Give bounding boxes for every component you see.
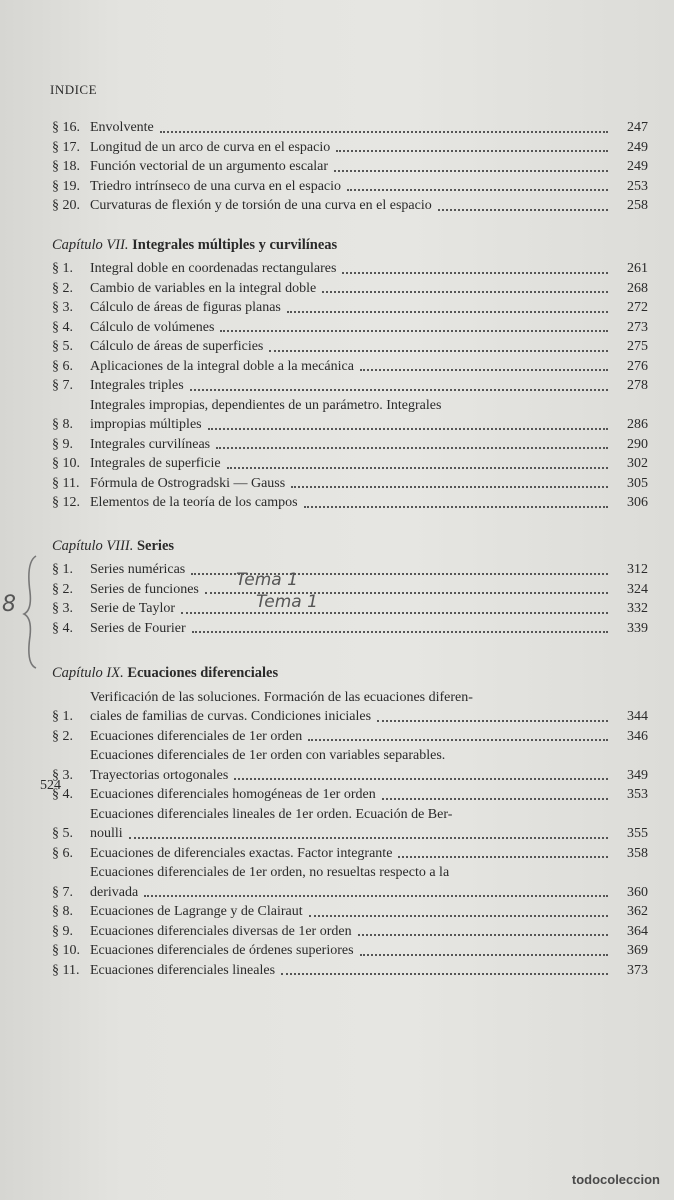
- chapter-9-heading: [52, 664, 648, 684]
- entry-body: [90, 118, 614, 138]
- entry-title-line: noulli: [90, 826, 123, 841]
- entry-body: [90, 279, 614, 299]
- entry-body: [90, 177, 614, 197]
- handwritten-margin-mark: 8: [2, 592, 16, 617]
- dot-leader: [322, 291, 608, 293]
- page-ref: 290: [627, 436, 648, 452]
- entry-body: [90, 805, 614, 844]
- entry-title: Ecuaciones diferenciales lineales: [90, 962, 276, 978]
- entry-title-line: Trayectorias ortogonales: [90, 767, 229, 783]
- section-number: § 17.: [52, 139, 80, 155]
- entry-body: [90, 746, 614, 785]
- dot-leader: [438, 209, 608, 211]
- section-number: § 9.: [52, 436, 73, 452]
- toc-entry: [52, 357, 648, 377]
- entry-title: Función vectorial de un argumento escalar: [90, 159, 329, 174]
- section-number: § 2.: [52, 581, 73, 597]
- page-ref: 247: [627, 120, 648, 135]
- entry-body: [90, 318, 614, 338]
- entry-continuation: [90, 766, 614, 786]
- dot-leader: [342, 272, 608, 274]
- dot-leader: [234, 778, 608, 780]
- entries-chapter-9: [52, 688, 648, 981]
- entry-title: Envolvente: [90, 120, 154, 135]
- dot-leader: [192, 631, 608, 633]
- section-number: § 4.: [52, 787, 73, 802]
- toc-entry: [52, 844, 648, 864]
- section-number: § 4.: [52, 620, 73, 636]
- entry-title: Curvaturas de flexión y de torsión de una curva en el espacio: [90, 198, 432, 213]
- page-ref: 344: [627, 709, 648, 724]
- section-number: § 11.: [52, 475, 80, 491]
- dot-leader: [334, 170, 608, 172]
- entry-body: [90, 157, 614, 177]
- dot-leader: [308, 739, 608, 741]
- page-ref: 364: [627, 923, 648, 939]
- toc-entry: [52, 118, 648, 138]
- dot-leader: [377, 720, 608, 722]
- entry-body: [90, 688, 614, 727]
- page-ref: 369: [627, 943, 648, 958]
- table-of-contents: [52, 118, 648, 980]
- dot-leader: [287, 311, 608, 313]
- dot-leader: [281, 973, 608, 975]
- entry-body: [90, 560, 614, 580]
- page-ref: 273: [627, 319, 648, 335]
- section-number: § 1.: [52, 261, 73, 276]
- entries-chapter-7: [52, 259, 648, 513]
- dot-leader: [347, 189, 608, 191]
- toc-entry: [52, 396, 648, 435]
- toc-entry: [52, 196, 648, 216]
- toc-entry: [52, 337, 648, 357]
- entry-title: Integrales curvilíneas: [90, 436, 211, 452]
- chapter-8-label: Capítulo VIII.: [52, 537, 134, 554]
- page-ref: 302: [627, 456, 648, 471]
- page-ref: 324: [627, 581, 648, 597]
- page-ref: 276: [627, 358, 648, 374]
- toc-entry: [52, 376, 648, 396]
- entry-body: [90, 619, 614, 639]
- section-number: § 8.: [52, 904, 73, 919]
- section-number: § 1.: [52, 709, 73, 724]
- dot-leader: [304, 506, 608, 508]
- page-ref: 278: [627, 378, 648, 393]
- page-ref: 349: [627, 767, 648, 783]
- chapter-8-heading: [52, 537, 648, 557]
- page-ref: 339: [627, 620, 648, 636]
- entry-title: Ecuaciones de Lagrange y de Clairaut: [90, 904, 303, 919]
- section-number: § 20.: [52, 198, 80, 213]
- section-number: § 10.: [52, 456, 80, 471]
- entry-title: Ecuaciones diferenciales de 1er orden: [90, 728, 303, 744]
- section-number: § 5.: [52, 826, 73, 841]
- toc-entry: [52, 902, 648, 922]
- page-ref: 332: [627, 601, 648, 616]
- dot-leader: [360, 369, 608, 371]
- toc-entry: [52, 785, 648, 805]
- page-ref: 258: [627, 198, 648, 213]
- page-ref: 286: [627, 417, 648, 432]
- dot-leader: [208, 428, 608, 430]
- toc-entry: [52, 580, 648, 600]
- section-number: § 6.: [52, 358, 73, 374]
- page-ref: 353: [627, 787, 648, 802]
- toc-entry: [52, 454, 648, 474]
- dot-leader: [190, 389, 608, 391]
- section-number: § 1.: [52, 562, 73, 577]
- page-ref: 358: [627, 845, 648, 861]
- entry-body: [90, 961, 614, 981]
- entry-continuation: [90, 707, 614, 727]
- toc-entry: [52, 493, 648, 513]
- entry-continuation: [90, 883, 614, 903]
- toc-entry: [52, 279, 648, 299]
- entry-body: [90, 337, 614, 357]
- entries-chapter-6-end: [52, 118, 648, 216]
- chapter-7-title: Integrales múltiples y curvilíneas: [132, 236, 338, 253]
- entry-title: Series numéricas: [90, 562, 186, 577]
- chapter-8-title: Series: [136, 537, 175, 554]
- page-ref: 362: [627, 904, 648, 919]
- entry-title: Ecuaciones diferenciales diversas de 1er orden: [90, 923, 352, 939]
- page-ref: 346: [627, 728, 648, 744]
- entry-body: [90, 435, 614, 455]
- toc-entry: [52, 727, 648, 747]
- page-ref: 272: [627, 300, 648, 315]
- entry-title: Serie de Taylor: [90, 601, 176, 616]
- entry-title: Aplicaciones de la integral doble a la mecánica: [90, 358, 354, 374]
- section-number: § 16.: [52, 120, 80, 135]
- entry-title: Cálculo de áreas de superficies: [90, 339, 264, 354]
- entry-title-line: Ecuaciones diferenciales de 1er orden, no resueltas respecto a la: [90, 865, 450, 880]
- section-number: § 18.: [52, 159, 80, 174]
- entry-body: [90, 922, 614, 942]
- page-ref: 249: [627, 139, 648, 155]
- entry-body: [90, 259, 614, 279]
- entry-body: [90, 844, 614, 864]
- dot-leader: [181, 612, 608, 614]
- entry-body: [90, 396, 614, 435]
- toc-entry: [52, 922, 648, 942]
- entry-body: [90, 863, 614, 902]
- page-ref: 360: [627, 884, 648, 900]
- dot-leader: [358, 934, 608, 936]
- entry-title: Ecuaciones diferenciales de órdenes superiores: [90, 943, 354, 958]
- entry-body: [90, 785, 614, 805]
- entry-continuation: [90, 415, 614, 435]
- page-ref: 305: [627, 475, 648, 491]
- page-ref: 355: [627, 826, 648, 841]
- dot-leader: [144, 895, 608, 897]
- chapter-7-label: Capítulo VII.: [52, 236, 129, 253]
- handwritten-note-1: Tema 1: [236, 570, 298, 590]
- dot-leader: [382, 798, 608, 800]
- entry-body: [90, 376, 614, 396]
- entry-continuation: [90, 824, 614, 844]
- dot-leader: [220, 330, 608, 332]
- entry-title-line: Ecuaciones diferenciales de 1er orden con variables separables.: [90, 748, 446, 763]
- page-ref: 268: [627, 280, 648, 296]
- section-number: § 3.: [52, 300, 73, 315]
- page-number: 524: [40, 778, 61, 793]
- handwritten-bracket: [20, 552, 42, 672]
- section-number: § 5.: [52, 339, 73, 354]
- toc-entry: [52, 157, 648, 177]
- toc-entry: [52, 259, 648, 279]
- chapter-7-heading: [52, 236, 648, 256]
- section-number: § 2.: [52, 728, 73, 744]
- toc-entry: [52, 599, 648, 619]
- entry-title: Series de funciones: [90, 581, 199, 597]
- section-number: § 12.: [52, 495, 80, 510]
- toc-entry: [52, 318, 648, 338]
- entry-body: [90, 196, 614, 216]
- section-number: § 10.: [52, 943, 80, 958]
- entry-body: [90, 493, 614, 513]
- page-ref: 275: [627, 339, 648, 354]
- entry-body: [90, 941, 614, 961]
- entry-title-line: ciales de familias de curvas. Condiciones iniciales: [90, 709, 372, 724]
- toc-entry: [52, 298, 648, 318]
- handwritten-note-2: Tema 1: [256, 592, 318, 612]
- toc-entry: [52, 746, 648, 785]
- toc-entry: [52, 177, 648, 197]
- toc-entry: [52, 435, 648, 455]
- entry-body: [90, 138, 614, 158]
- section-number: § 3.: [52, 601, 73, 616]
- toc-entry: [52, 138, 648, 158]
- entry-title: Cálculo de volúmenes: [90, 319, 215, 335]
- page-ref: 306: [627, 495, 648, 510]
- section-number: § 6.: [52, 845, 73, 861]
- entry-title-line: derivada: [90, 884, 139, 900]
- entry-title: Cambio de variables en la integral doble: [90, 280, 317, 296]
- entry-title: Integrales de superficie: [90, 456, 221, 471]
- section-number: § 7.: [52, 378, 73, 393]
- section-number: § 7.: [52, 884, 73, 900]
- watermark: todocoleccion: [571, 1172, 660, 1187]
- dot-leader: [398, 856, 608, 858]
- section-number: § 19.: [52, 178, 80, 194]
- entry-body: [90, 580, 614, 600]
- toc-entry: [52, 941, 648, 961]
- dot-leader: [291, 486, 608, 488]
- dot-leader: [309, 915, 608, 917]
- page-ref: 249: [627, 159, 648, 174]
- entry-title-line: Ecuaciones diferenciales lineales de 1er orden. Ecuación de Ber-: [90, 806, 453, 822]
- entry-body: [90, 599, 614, 619]
- entry-title: Integral doble en coordenadas rectangulares: [90, 261, 337, 276]
- section-number: § 3.: [52, 767, 73, 783]
- section-number: § 2.: [52, 280, 73, 296]
- toc-entry: [52, 560, 648, 580]
- dot-leader: [216, 447, 608, 449]
- section-number: § 8.: [52, 417, 73, 432]
- entry-title: Elementos de la teoría de los campos: [90, 495, 298, 510]
- entry-title: Integrales triples: [90, 378, 184, 393]
- dot-leader: [129, 837, 608, 839]
- entry-body: [90, 474, 614, 494]
- toc-entry: [52, 805, 648, 844]
- dot-leader: [336, 150, 608, 152]
- entry-body: [90, 727, 614, 747]
- page-ref: 253: [627, 178, 648, 194]
- toc-entry: [52, 863, 648, 902]
- dot-leader: [227, 467, 608, 469]
- entry-title: Ecuaciones diferenciales homogéneas de 1er orden: [90, 787, 376, 802]
- entry-body: [90, 298, 614, 318]
- entry-body: [90, 902, 614, 922]
- entry-body: [90, 454, 614, 474]
- entry-title: Longitud de un arco de curva en el espacio: [90, 139, 331, 155]
- toc-entry: [52, 961, 648, 981]
- entry-title: Triedro intrínseco de una curva en el espacio: [90, 178, 342, 194]
- toc-entry: [52, 619, 648, 639]
- section-number: § 9.: [52, 923, 73, 939]
- toc-entry: [52, 474, 648, 494]
- section-number: § 11.: [52, 962, 80, 978]
- entry-body: [90, 357, 614, 377]
- entries-chapter-8: [52, 560, 648, 638]
- entry-title-line: Integrales impropias, dependientes de un parámetro. Integrales: [90, 397, 442, 413]
- entry-title: Cálculo de áreas de figuras planas: [90, 300, 281, 315]
- index-header: INDICE: [50, 82, 98, 97]
- entry-title: Series de Fourier: [90, 620, 186, 636]
- dot-leader: [360, 954, 608, 956]
- chapter-9-title: Ecuaciones diferenciales: [127, 665, 279, 681]
- chapter-9-label: Capítulo IX.: [52, 665, 124, 681]
- section-number: § 4.: [52, 319, 73, 335]
- dot-leader: [269, 350, 608, 352]
- entry-title-line: Verificación de las soluciones. Formación de las ecuaciones diferen-: [90, 689, 473, 705]
- page-ref: 261: [627, 261, 648, 276]
- entry-title: Ecuaciones de diferenciales exactas. Factor integrante: [90, 845, 393, 861]
- entry-title-line: impropias múltiples: [90, 417, 202, 432]
- page-ref: 373: [627, 962, 648, 978]
- dot-leader: [160, 131, 608, 133]
- entry-title: Fórmula de Ostrogradski — Gauss: [90, 475, 286, 491]
- page-ref: 312: [627, 562, 648, 577]
- toc-entry: [52, 688, 648, 727]
